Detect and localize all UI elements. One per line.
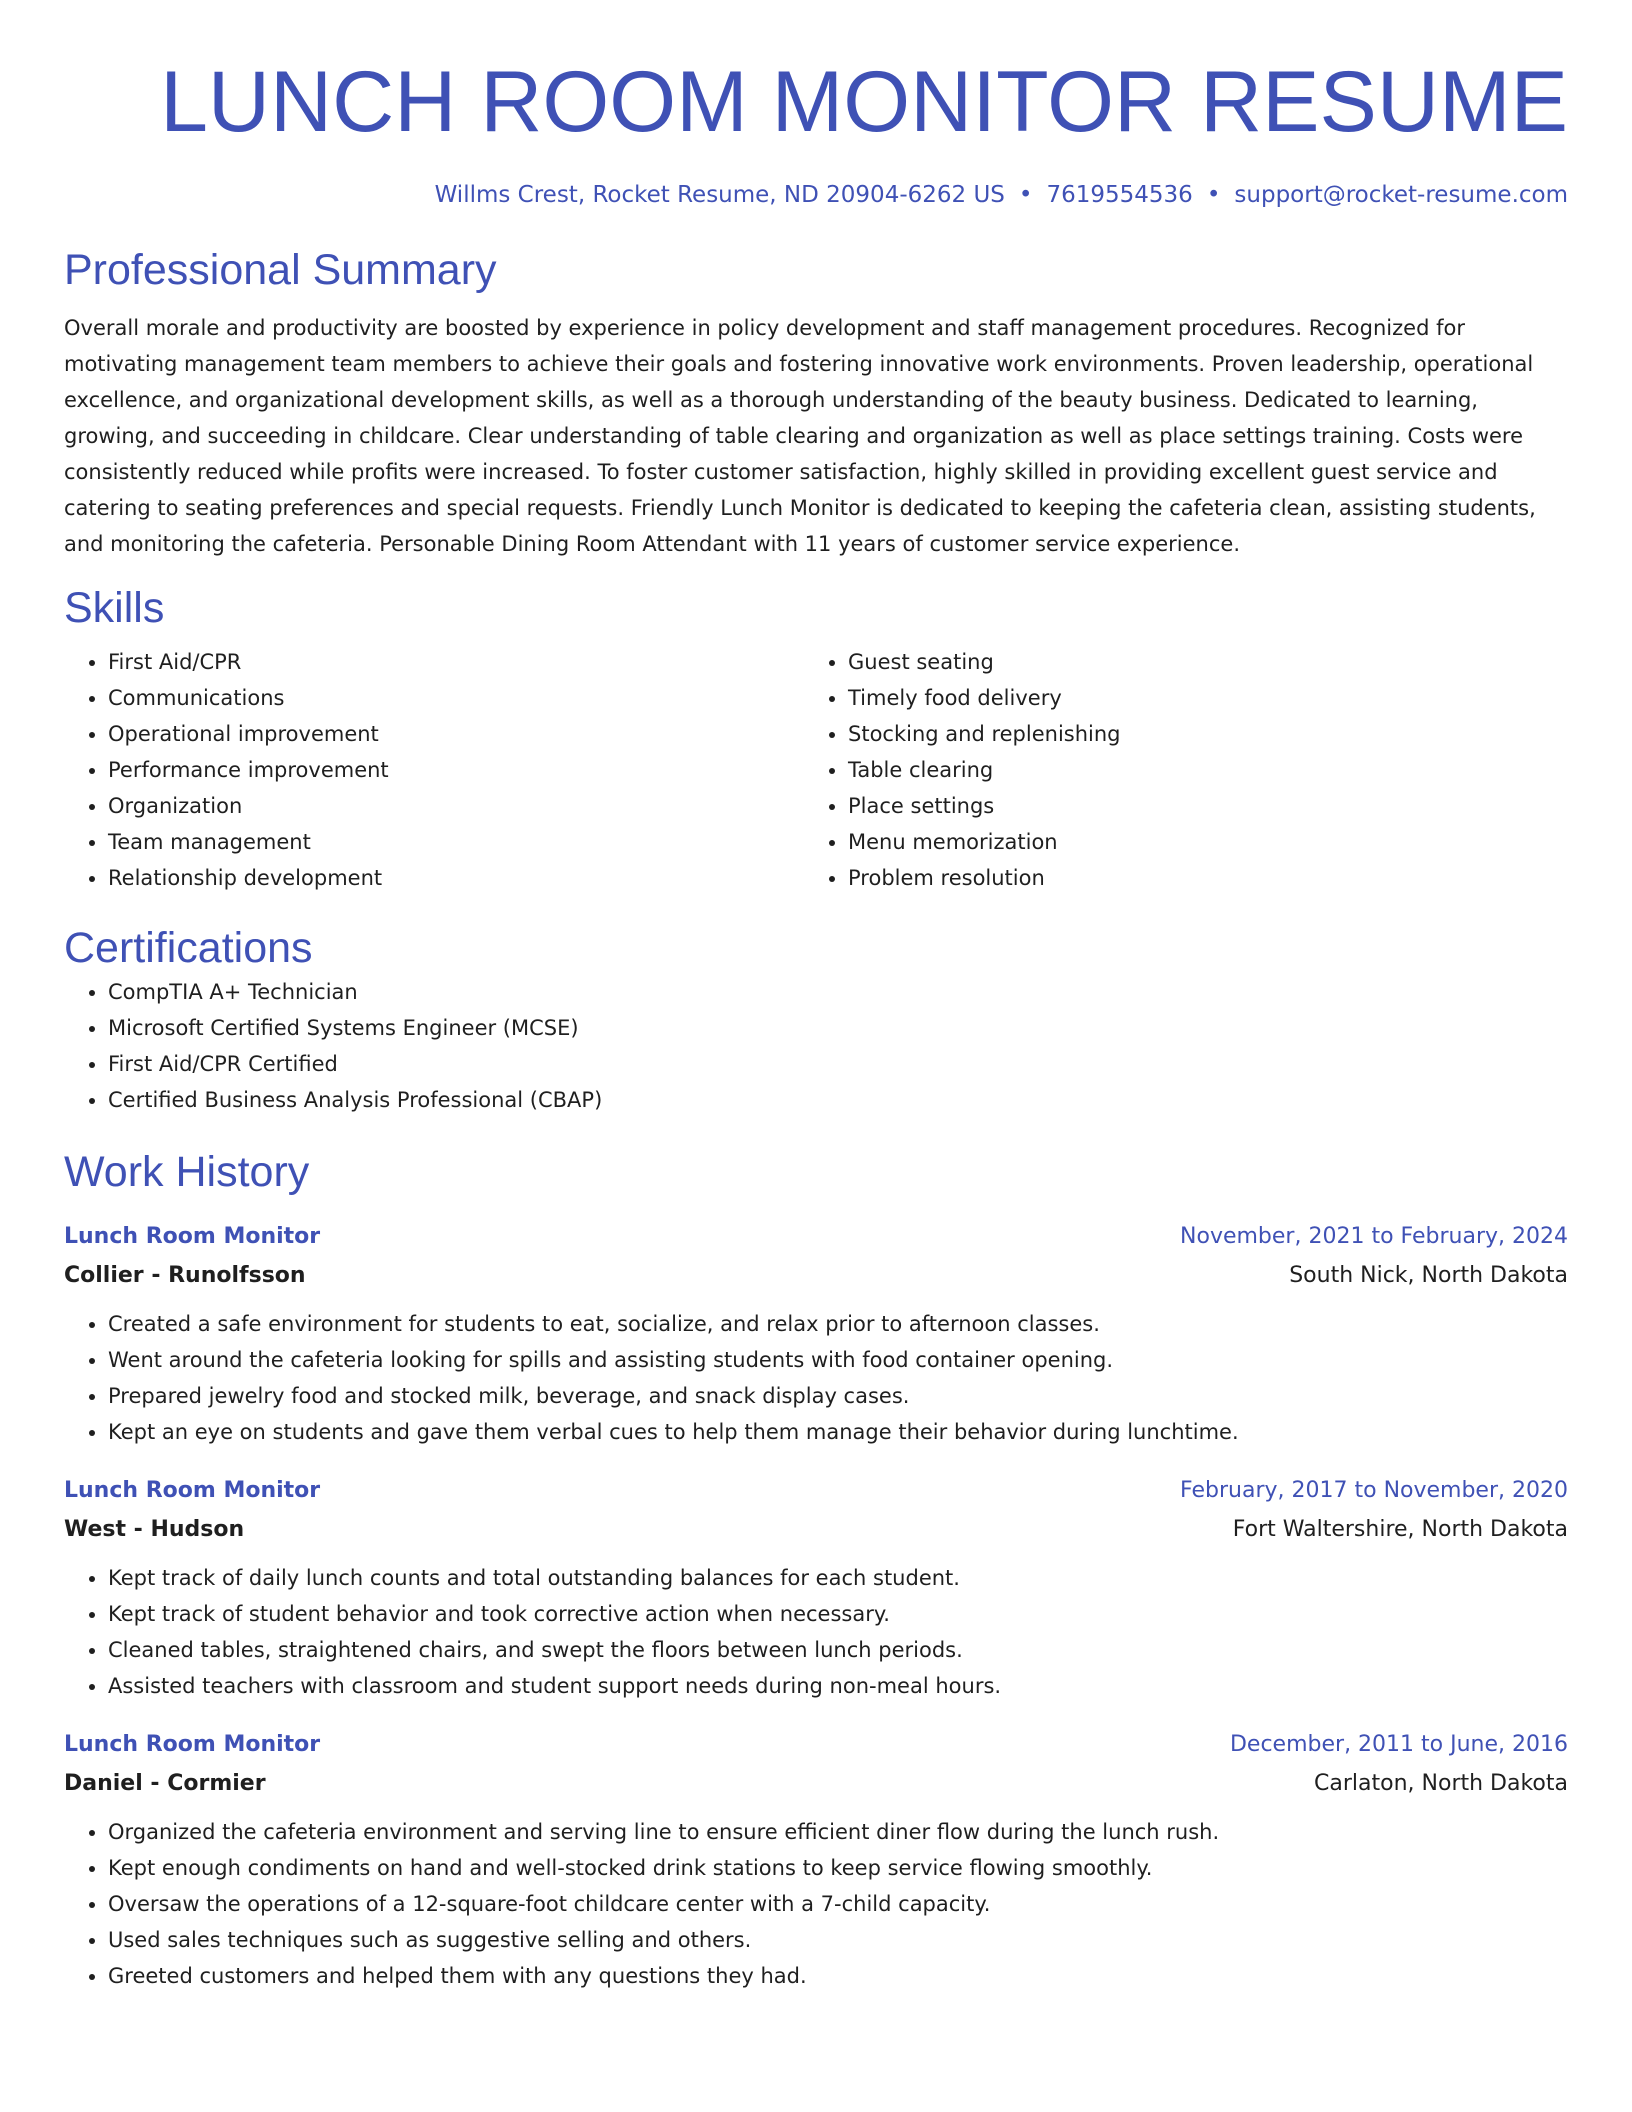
skill-item: • Team management [108,824,804,860]
contact-email[interactable]: support@rocket-resume.com [1234,182,1568,208]
resume-header [64,0,1568,210]
job-dates: November, 2021 to February, 2024 [1180,1224,1568,1249]
skill-item: • Communications [108,680,804,716]
contact-separator: • [1206,182,1221,208]
skill-item: • Relationship development [108,860,804,896]
section-title-summary: Professional Summary [64,246,497,294]
job-entry [64,1472,1568,1704]
skills-column-right [804,644,1544,896]
job-duty-item: • Kept enough condiments on hand and well-stocked drink stations to keep service flowing smoothly. [108,1850,1568,1886]
job-duty-item: • Organized the cafeteria environment and serving line to ensure efficient diner flow during the lunch rush. [108,1814,1568,1850]
job-duty-item: • Greeted customers and helped them with any questions they had. [108,1958,1568,1994]
skills-list-right [804,644,1544,896]
job-duties-list [64,1306,1568,1450]
job-duty-item: • Used sales techniques such as suggestive selling and others. [108,1922,1568,1958]
job-dates: February, 2017 to November, 2020 [1180,1478,1568,1503]
skills-column-left [64,644,804,896]
section-title-skills: Skills [64,584,165,632]
skill-item: • Performance improvement [108,752,804,788]
certifications-list [64,974,1568,1118]
job-company: West - Hudson [64,1517,245,1542]
job-company-row [64,1256,1568,1296]
job-header-row [64,1726,1568,1764]
job-entry [64,1218,1568,1450]
skill-item: • Menu memorization [848,824,1544,860]
job-duties-list [64,1814,1568,1994]
skill-item: • Organization [108,788,804,824]
skill-item: • Place settings [848,788,1544,824]
job-company-row [64,1510,1568,1550]
job-company-row [64,1764,1568,1804]
skill-item: • First Aid/CPR [108,644,804,680]
section-title-certifications: Certifications [64,924,313,972]
skill-item: • Guest seating [848,644,1544,680]
job-entry [64,1726,1568,1994]
contact-separator: • [1018,182,1033,208]
certification-item: • First Aid/CPR Certified [108,1046,1568,1082]
job-duty-item: • Kept an eye on students and gave them verbal cues to help them manage their behavior during lunchtime. [108,1414,1568,1450]
job-duty-item: • Kept track of student behavior and took corrective action when necessary. [108,1596,1568,1632]
job-location: Fort Waltershire, North Dakota [1232,1517,1568,1542]
section-title-work-history: Work History [64,1148,310,1196]
job-company: Daniel - Cormier [64,1771,266,1796]
job-duty-item: • Created a safe environment for students to eat, socialize, and relax prior to afternoon classes. [108,1306,1568,1342]
job-header-row [64,1218,1568,1256]
job-title: Lunch Room Monitor [64,1478,321,1503]
job-dates: December, 2011 to June, 2016 [1229,1732,1568,1757]
job-duty-item: • Assisted teachers with classroom and student support needs during non-meal hours. [108,1668,1568,1704]
skill-item: • Timely food delivery [848,680,1544,716]
job-duty-item: • Prepared jewelry food and stocked milk, beverage, and snack display cases. [108,1378,1568,1414]
skill-item: • Stocking and replenishing [848,716,1544,752]
job-title: Lunch Room Monitor [64,1224,321,1249]
resume-title: LUNCH ROOM MONITOR RESUME [160,54,1568,150]
contact-line [64,180,1568,210]
job-header-row [64,1472,1568,1510]
job-duty-item: • Oversaw the operations of a 12-square-foot childcare center with a 7-child capacity. [108,1886,1568,1922]
job-location: South Nick, North Dakota [1289,1263,1568,1288]
job-duty-item: • Went around the cafeteria looking for spills and assisting students with food container opening. [108,1342,1568,1378]
job-company: Collier - Runolfsson [64,1263,306,1288]
skills-grid [64,644,1568,896]
certification-item: • Certified Business Analysis Professional (CBAP) [108,1082,1568,1118]
job-duty-item: • Cleaned tables, straightened chairs, and swept the floors between lunch periods. [108,1632,1568,1668]
contact-address: Willms Crest, Rocket Resume, ND 20904-6262 US [434,182,1005,208]
job-title: Lunch Room Monitor [64,1732,321,1757]
certification-item: • CompTIA A+ Technician [108,974,1568,1010]
skill-item: • Table clearing [848,752,1544,788]
contact-phone: 7619554536 [1046,182,1193,208]
summary-text: Overall morale and productivity are boosted by experience in policy development and staff management procedures. Recognized for motivating management team members to achieve their goals and fostering innovative work environments. Proven leadership, operational excellence, and organizational development skills, as well as a thorough understanding of the beauty business. Dedicated to learning, growing, and succeeding in childcare. Clear understanding of table clearing and organization as well as place settings training. Costs were consistently reduced while profits were increased. To foster customer satisfaction, highly skilled in providing excellent guest service and catering to seating preferences and special requests. Friendly Lunch Monitor is dedicated to keeping the cafeteria clean, assisting students, and monitoring the cafeteria. Personable Dining Room Attendant with 11 years of customer service experience. [64,316,1536,556]
job-duties-list [64,1560,1568,1704]
skill-item: • Problem resolution [848,860,1544,896]
job-duty-item: • Kept track of daily lunch counts and total outstanding balances for each student. [108,1560,1568,1596]
skills-list-left [64,644,804,896]
skill-item: • Operational improvement [108,716,804,752]
certification-item: • Microsoft Certified Systems Engineer (MCSE) [108,1010,1568,1046]
job-location: Carlaton, North Dakota [1314,1771,1568,1796]
